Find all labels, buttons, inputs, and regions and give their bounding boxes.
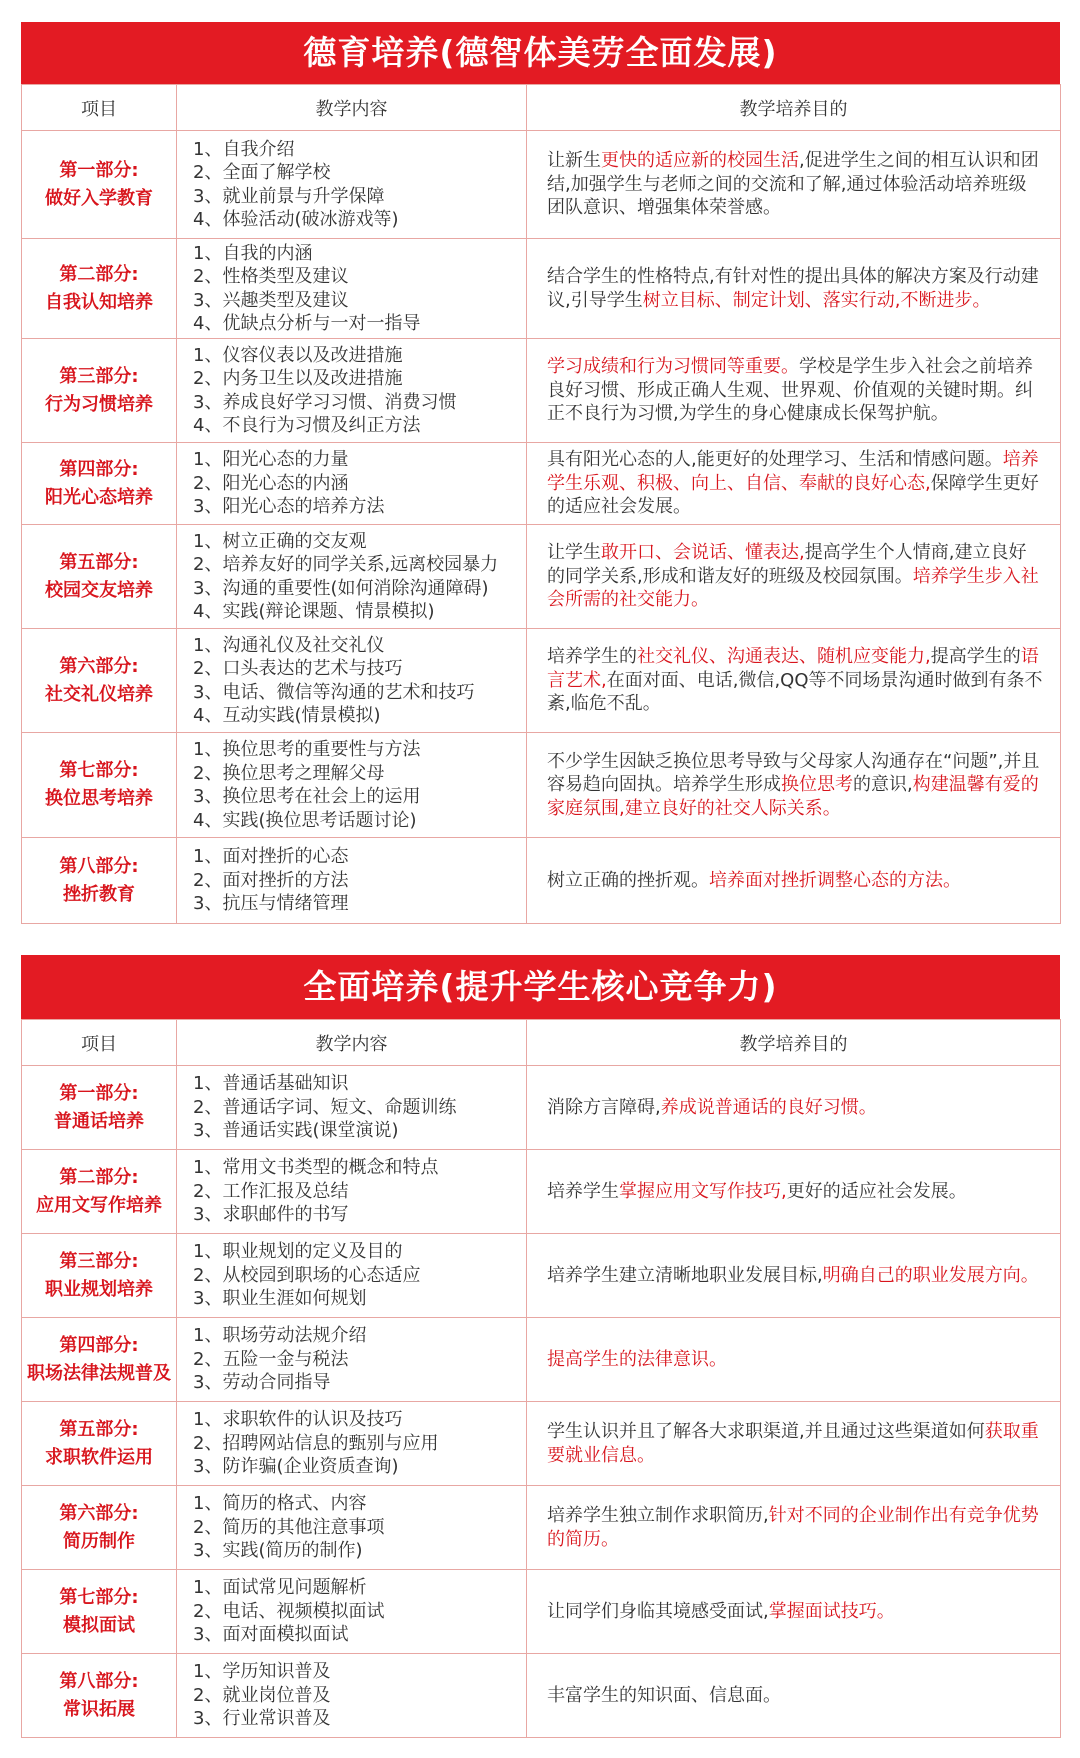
purpose-text: 培养学生独立制作求职简历, xyxy=(547,1505,769,1526)
content-cell xyxy=(177,1234,527,1318)
purpose-text: 提高学生的 xyxy=(930,646,1021,668)
purpose-text: 丰富学生的知识面、信息面。 xyxy=(547,1684,781,1706)
part-name: 自我认知培养 xyxy=(45,291,153,313)
part-number: 第一部分: xyxy=(59,1082,139,1104)
part-number: 第二部分: xyxy=(59,263,139,285)
content-item: 3、抗压与情绪管理 xyxy=(193,893,349,915)
purpose-highlight: 获取重要就业信息。 xyxy=(547,1421,1039,1466)
purpose-cell xyxy=(527,733,1061,838)
part-name: 换位思考培养 xyxy=(45,788,153,809)
table-row xyxy=(22,1318,1061,1402)
content-item: 3、面对面模拟面试 xyxy=(193,1624,349,1646)
content-item: 1、职业规划的定义及目的 xyxy=(193,1241,403,1263)
purpose-highlight: 更快的适应新的校园生活 xyxy=(601,150,799,172)
content-item: 2、就业岗位普及 xyxy=(193,1684,331,1706)
content-item: 4、实践(换位思考话题讨论) xyxy=(193,809,417,831)
table-header-row xyxy=(22,1020,1061,1066)
content-item: 2、面对挫折的方法 xyxy=(193,869,349,891)
table-row xyxy=(22,1150,1061,1234)
section-moral-education xyxy=(21,22,1060,924)
purpose-text: 消除方言障碍, xyxy=(547,1096,661,1118)
content-cell xyxy=(177,1654,527,1738)
part-number: 第三部分: xyxy=(59,1250,139,1272)
purpose-cell xyxy=(527,339,1061,443)
item-cell xyxy=(22,1402,177,1486)
item-cell xyxy=(22,1318,177,1402)
part-number: 第七部分: xyxy=(59,760,139,781)
purpose-highlight: 敢开口、会说话、懂表达, xyxy=(601,542,805,564)
part-number: 第七部分: xyxy=(59,1586,139,1608)
purpose-text: 树立正确的挫折观。 xyxy=(547,869,709,891)
content-cell xyxy=(177,1066,527,1150)
table-row xyxy=(22,525,1061,629)
purpose-cell xyxy=(527,1234,1061,1318)
content-item: 1、求职软件的认识及技巧 xyxy=(193,1409,403,1431)
content-cell xyxy=(177,629,527,733)
purpose-text: 具有阳光心态的人,能更好的处理学习、生活和情感问题。 xyxy=(547,449,1003,471)
table-row xyxy=(22,1234,1061,1318)
curriculum-table xyxy=(21,84,1061,924)
part-number: 第六部分: xyxy=(59,1502,139,1524)
purpose-highlight: 学习成绩和行为习惯同等重要。 xyxy=(547,356,799,378)
curriculum-table xyxy=(21,1019,1061,1738)
purpose-highlight: 明确自己的职业发展方向。 xyxy=(822,1264,1039,1286)
part-name: 行为习惯培养 xyxy=(45,393,153,415)
content-item: 2、普通话字词、短文、命题训练 xyxy=(193,1096,457,1118)
purpose-text: 让同学们身临其境感受面试, xyxy=(547,1600,769,1622)
content-item: 2、换位思考之理解父母 xyxy=(193,762,385,784)
part-name: 职业规划培养 xyxy=(45,1278,153,1300)
purpose-highlight: 掌握应用文写作技巧, xyxy=(619,1180,787,1202)
content-item: 4、实践(辩论课题、情景模拟) xyxy=(193,601,435,622)
item-cell xyxy=(22,1654,177,1738)
part-name: 模拟面试 xyxy=(63,1614,135,1636)
purpose-text: 让学生 xyxy=(547,542,601,564)
content-item: 1、职场劳动法规介绍 xyxy=(193,1325,367,1347)
purpose-cell xyxy=(527,838,1061,924)
content-item: 1、沟通礼仪及社交礼仪 xyxy=(193,634,385,656)
content-item: 2、全面了解学校 xyxy=(193,162,331,183)
part-number: 第八部分: xyxy=(59,855,139,877)
table-row xyxy=(22,239,1061,339)
part-name: 普通话培养 xyxy=(54,1110,144,1132)
content-item: 1、仪容仪表以及改进措施 xyxy=(193,344,403,366)
item-cell xyxy=(22,838,177,924)
content-item: 3、换位思考在社会上的运用 xyxy=(193,786,421,807)
content-cell xyxy=(177,1150,527,1234)
part-name: 挫折教育 xyxy=(63,883,135,905)
purpose-cell xyxy=(527,1318,1061,1402)
table-row xyxy=(22,131,1061,239)
table-row xyxy=(22,339,1061,443)
content-cell xyxy=(177,131,527,239)
content-cell xyxy=(177,1486,527,1570)
item-cell xyxy=(22,1486,177,1570)
purpose-highlight: 针对不同的企业制作出有竞争优势的简历。 xyxy=(547,1505,1039,1550)
part-name: 校园交友培养 xyxy=(45,579,153,601)
header-purpose: 教学培养目的 xyxy=(527,1020,1061,1066)
table-row xyxy=(22,1654,1061,1738)
part-number: 第五部分: xyxy=(59,1418,139,1440)
content-item: 1、阳光心态的力量 xyxy=(193,449,349,471)
purpose-highlight: 换位思考 xyxy=(781,774,853,796)
content-item: 1、面试常见问题解析 xyxy=(193,1577,367,1599)
purpose-text: 保障学生更好的适应社会发展。 xyxy=(547,472,1039,518)
purpose-cell xyxy=(527,131,1061,239)
item-cell xyxy=(22,1066,177,1150)
part-name: 做好入学教育 xyxy=(45,187,153,209)
part-name: 职场法律法规普及 xyxy=(27,1362,171,1384)
table-row xyxy=(22,629,1061,733)
purpose-text: 培养学生的 xyxy=(547,646,637,668)
content-item: 1、自我的内涵 xyxy=(193,242,313,264)
part-name: 阳光心态培养 xyxy=(45,486,153,508)
purpose-text: 更好的适应社会发展。 xyxy=(786,1180,967,1202)
part-name: 应用文写作培养 xyxy=(36,1194,162,1216)
header-purpose: 教学培养目的 xyxy=(527,85,1061,131)
table-row xyxy=(22,1570,1061,1654)
content-item: 3、沟通的重要性(如何消除沟通障碍) xyxy=(193,577,489,599)
section-title: 全面培养(提升学生核心竞争力) xyxy=(21,955,1060,1019)
table-row xyxy=(22,443,1061,525)
content-item: 1、换位思考的重要性与方法 xyxy=(193,739,421,760)
table-row xyxy=(22,838,1061,924)
header-item: 项目 xyxy=(22,1020,177,1066)
content-cell xyxy=(177,838,527,924)
item-cell xyxy=(22,629,177,733)
purpose-text: 提高学生个人情商,建立良好的同学关系,形成和谐友好的班级及校园氛围。 xyxy=(547,542,1027,587)
content-item: 3、兴趣类型及建议 xyxy=(193,289,349,311)
purpose-highlight: 掌握面试技巧。 xyxy=(768,1600,895,1622)
part-name: 求职软件运用 xyxy=(45,1446,153,1468)
content-item: 3、普通话实践(课堂演说) xyxy=(193,1120,399,1142)
section-comprehensive-training xyxy=(21,955,1060,1738)
part-name: 常识拓展 xyxy=(63,1698,135,1720)
content-item: 3、阳光心态的培养方法 xyxy=(193,496,385,518)
content-item: 2、培养友好的同学关系,远离校园暴力 xyxy=(193,554,499,575)
content-item: 3、就业前景与升学保障 xyxy=(193,185,385,207)
content-item: 3、实践(简历的制作) xyxy=(193,1540,363,1562)
item-cell xyxy=(22,733,177,838)
purpose-cell xyxy=(527,1150,1061,1234)
content-item: 1、简历的格式、内容 xyxy=(193,1493,367,1515)
content-cell xyxy=(177,1318,527,1402)
purpose-highlight: 树立目标、制定计划、落实行动,不断进步。 xyxy=(642,289,991,311)
content-item: 1、普通话基础知识 xyxy=(193,1073,349,1095)
content-item: 3、电话、微信等沟通的艺术和技巧 xyxy=(193,681,475,703)
item-cell xyxy=(22,1150,177,1234)
item-cell xyxy=(22,339,177,443)
content-item: 1、自我介绍 xyxy=(193,138,295,160)
content-item: 4、优缺点分析与一对一指导 xyxy=(193,313,421,334)
content-item: 3、求职邮件的书写 xyxy=(193,1204,349,1226)
table-row xyxy=(22,1486,1061,1570)
purpose-cell xyxy=(527,239,1061,339)
content-item: 1、常用文书类型的概念和特点 xyxy=(193,1157,439,1179)
purpose-cell xyxy=(527,1570,1061,1654)
part-name: 简历制作 xyxy=(63,1530,135,1552)
content-item: 3、防诈骗(企业资质查询) xyxy=(193,1456,399,1478)
content-item: 2、招聘网站信息的甄别与应用 xyxy=(193,1432,439,1454)
table-header-row xyxy=(22,85,1061,131)
content-cell xyxy=(177,443,527,525)
purpose-text: 不少学生因缺乏换位思考导致与父母家人沟通存在“问题”,并且容易趋向固执。培养学生形成 xyxy=(547,750,1040,796)
header-content: 教学内容 xyxy=(177,1020,527,1066)
purpose-highlight: 构建温馨有爱的家庭氛围,建立良好的社交人际关系。 xyxy=(547,774,1039,819)
content-item: 4、互动实践(情景模拟) xyxy=(193,705,381,726)
content-cell xyxy=(177,1570,527,1654)
content-item: 1、面对挫折的心态 xyxy=(193,846,349,868)
item-cell xyxy=(22,131,177,239)
purpose-highlight: 培养面对挫折调整心态的方法。 xyxy=(709,869,961,891)
content-cell xyxy=(177,239,527,339)
content-item: 3、职业生涯如何规划 xyxy=(193,1288,367,1310)
purpose-cell xyxy=(527,525,1061,629)
purpose-highlight: 培养学生乐观、积极、向上、自信、奉献的良好心态, xyxy=(547,449,1039,494)
content-item: 2、内务卫生以及改进措施 xyxy=(193,368,403,389)
content-item: 4、不良行为习惯及纠正方法 xyxy=(193,415,421,436)
content-cell xyxy=(177,339,527,443)
purpose-text: 的意识, xyxy=(853,774,913,796)
purpose-cell xyxy=(527,1066,1061,1150)
purpose-cell xyxy=(527,1486,1061,1570)
part-name: 社交礼仪培养 xyxy=(45,683,153,705)
part-number: 第五部分: xyxy=(59,551,139,573)
content-item: 1、树立正确的交友观 xyxy=(193,530,367,552)
content-item: 3、劳动合同指导 xyxy=(193,1372,331,1394)
table-row xyxy=(22,733,1061,838)
part-number: 第一部分: xyxy=(59,159,139,181)
content-item: 1、学历知识普及 xyxy=(193,1661,331,1683)
item-cell xyxy=(22,443,177,525)
content-item: 3、养成良好学习习惯、消费习惯 xyxy=(193,391,457,413)
table-row xyxy=(22,1066,1061,1150)
purpose-text: 结合学生的性格特点,有针对性的提出具体的解决方案及行动建议,引导学生 xyxy=(547,266,1039,311)
header-content: 教学内容 xyxy=(177,85,527,131)
purpose-text: 学生认识并且了解各大求职渠道,并且通过这些渠道如何 xyxy=(547,1421,985,1442)
purpose-cell xyxy=(527,629,1061,733)
content-item: 2、工作汇报及总结 xyxy=(193,1180,349,1202)
part-number: 第六部分: xyxy=(59,655,139,677)
content-item: 4、体验活动(破冰游戏等) xyxy=(193,209,399,230)
purpose-cell xyxy=(527,1654,1061,1738)
purpose-text: 学校是学生步入社会之前培养良好习惯、形成正确人生观、世界观、价值观的关键时期。纠正不良行为习惯,为学生的身心健康成长保驾护航。 xyxy=(547,356,1033,425)
purpose-highlight: 提高学生的法律意识。 xyxy=(547,1348,727,1370)
section-title: 德育培养(德智体美劳全面发展) xyxy=(21,22,1060,84)
item-cell xyxy=(22,239,177,339)
purpose-text: 培养学生建立清晰地职业发展目标, xyxy=(547,1264,823,1286)
content-cell xyxy=(177,1402,527,1486)
part-number: 第八部分: xyxy=(59,1670,139,1692)
part-number: 第三部分: xyxy=(59,365,139,387)
header-item: 项目 xyxy=(22,85,177,131)
purpose-highlight: 社交礼仪、沟通表达、随机应变能力, xyxy=(637,646,931,668)
purpose-text: 培养学生 xyxy=(547,1180,619,1202)
content-item: 2、电话、视频模拟面试 xyxy=(193,1600,385,1622)
content-item: 3、行业常识普及 xyxy=(193,1708,331,1730)
content-item: 2、五险一金与税法 xyxy=(193,1348,349,1370)
purpose-highlight: 培养学生步入社会所需的社交能力。 xyxy=(547,565,1039,611)
part-number: 第四部分: xyxy=(59,1334,139,1356)
part-number: 第二部分: xyxy=(59,1166,139,1188)
purpose-highlight: 养成说普通话的良好习惯。 xyxy=(660,1096,877,1118)
purpose-text: 在面对面、电话,微信,QQ等不同场景沟通时做到有条不紊,临危不乱。 xyxy=(547,669,1043,715)
item-cell xyxy=(22,1570,177,1654)
purpose-cell xyxy=(527,1402,1061,1486)
purpose-text: ,促进学生之间的相互认识和团结,加强学生与老师之间的交流和了解,通过体验活动培养班级团队意识、增强集体荣誉感。 xyxy=(547,150,1039,219)
content-cell xyxy=(177,525,527,629)
content-item: 2、阳光心态的内涵 xyxy=(193,472,349,494)
purpose-text: 让新生 xyxy=(547,150,601,172)
content-item: 2、性格类型及建议 xyxy=(193,266,349,287)
part-number: 第四部分: xyxy=(59,458,139,480)
table-row xyxy=(22,1402,1061,1486)
item-cell xyxy=(22,525,177,629)
content-item: 2、简历的其他注意事项 xyxy=(193,1516,385,1538)
item-cell xyxy=(22,1234,177,1318)
purpose-highlight: 语言艺术, xyxy=(547,646,1039,691)
content-item: 2、口头表达的艺术与技巧 xyxy=(193,658,403,679)
purpose-cell xyxy=(527,443,1061,525)
content-cell xyxy=(177,733,527,838)
content-item: 2、从校园到职场的心态适应 xyxy=(193,1264,421,1286)
